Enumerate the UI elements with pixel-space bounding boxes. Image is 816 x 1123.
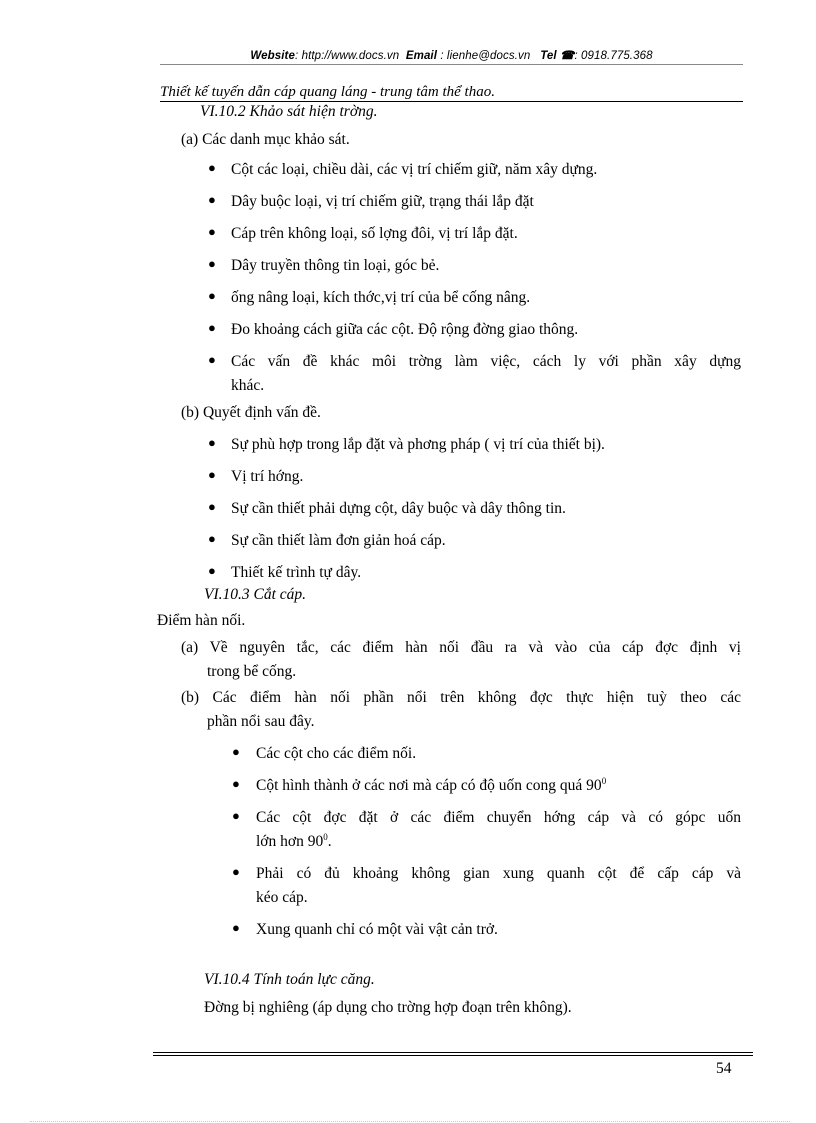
list-item-text: Cột hình thành ở các nơi mà cáp có độ uốn cong quá 90 [256, 777, 602, 794]
degree-superscript: 0 [323, 831, 328, 842]
list-item: Cột các loại, chiều dài, các vị trí chiếm giữ, năm xây dựng. [231, 161, 598, 178]
splice-paragraph-b: (b) Các điểm hàn nối phần nổi trên không đợc thực hiện tuỳ theo các [181, 689, 741, 706]
bullet-icon: ● [208, 224, 216, 239]
doc-title: Thiết kế tuyến dẫn cáp quang láng - trung tâm thể thao. [160, 84, 495, 100]
list-item: Sự cần thiết phải dựng cột, dây buộc và dây thông tin. [231, 500, 566, 517]
splice-paragraph-a-continuation: trong bể cống. [207, 663, 297, 680]
list-item-continuation: khác. [231, 377, 265, 394]
list-item: Dây buộc loại, vị trí chiếm giữ, trạng thái lắp đặt [231, 193, 534, 210]
section-heading-10-4: VI.10.4 Tính toán lực căng. [204, 971, 375, 988]
page-header [160, 48, 743, 62]
bullet-icon: ● [208, 435, 216, 450]
bullet-icon: ● [232, 808, 240, 823]
bullet-icon: ● [208, 563, 216, 578]
splice-label: Điểm hàn nối. [157, 612, 246, 629]
list-item-continuation [256, 832, 332, 852]
bullet-icon: ● [208, 288, 216, 303]
bullet-icon: ● [208, 160, 216, 175]
list-item: Sự phù hợp trong lắp đặt và phơng pháp ( vị trí của thiết bị). [231, 436, 605, 453]
tel-value: : 0918.775.368 [574, 50, 653, 62]
email-label: Email [405, 50, 438, 62]
splice-paragraph-a: (a) Về nguyên tắc, các điểm hàn nối đầu ra và vào của cáp đợc định vị [181, 639, 741, 656]
list-item: Các cột cho các điểm nối. [256, 745, 417, 762]
list-item: Xung quanh chỉ có một vài vật cản trở. [256, 921, 498, 938]
footer-rule [153, 1055, 753, 1056]
list-item: Đo khoảng cách giữa các cột. Độ rộng đờng giao thông. [231, 321, 579, 338]
website-label: Website [250, 50, 295, 62]
bullet-icon: ● [232, 920, 240, 935]
list-item: Cáp trên không loại, số lợng đôi, vị trí lắp đặt. [231, 225, 518, 242]
header-rule [160, 64, 743, 65]
bullet-icon: ● [208, 192, 216, 207]
section-heading-10-3: VI.10.3 Cắt cáp. [204, 586, 307, 603]
bullet-icon: ● [208, 320, 216, 335]
section-heading-10-2: VI.10.2 Khảo sát hiện trờng. [200, 103, 378, 120]
phone-icon: ☎ [560, 50, 575, 62]
list-item-text: lớn hơn 90 [256, 833, 324, 850]
list-item: Các vấn đề khác môi trờng làm việc, cách ly với phần xây dựng [231, 353, 741, 370]
bullet-icon: ● [232, 776, 240, 791]
list-item: ống nâng loại, kích thớc,vị trí của bể cống nâng. [231, 289, 531, 306]
page-bottom-dotted-line [30, 1121, 790, 1122]
bullet-icon: ● [208, 499, 216, 514]
list-item: Phải có đủ khoảng không gian xung quanh cột để cấp cáp và [256, 865, 741, 882]
bullet-icon: ● [208, 467, 216, 482]
list-item [256, 776, 606, 796]
email-value: : lienhe@docs.vn [437, 50, 531, 62]
bullet-icon: ● [208, 256, 216, 271]
splice-paragraph-b-continuation: phần nổi sau đây. [207, 713, 315, 730]
bullet-icon: ● [232, 864, 240, 879]
list-item: Các cột đợc đặt ở các điểm chuyển hớng cáp và có gópc uốn [256, 809, 741, 826]
bullet-icon: ● [232, 744, 240, 759]
body-text: Đờng bị nghiêng (áp dụng cho trờng hợp đoạn trên không). [204, 999, 572, 1016]
list-item: Vị trí hớng. [231, 468, 304, 485]
list-item: Dây truyền thông tin loại, góc bẻ. [231, 257, 440, 274]
list-item-continuation: kéo cáp. [256, 889, 308, 906]
list-item: Thiết kế trình tự dây. [231, 564, 362, 581]
list-label-b: (b) Quyết định vấn đề. [181, 404, 321, 421]
list-item: Sự cần thiết làm đơn giản hoá cáp. [231, 532, 446, 549]
footer-rule [153, 1052, 753, 1053]
tel-label: Tel [540, 50, 557, 62]
bullet-icon: ● [208, 352, 216, 367]
website-value: : http://www.docs.vn [294, 50, 400, 62]
bullet-icon: ● [208, 531, 216, 546]
page-number: 54 [716, 1060, 732, 1077]
list-label-a: (a) Các danh mục khảo sát. [181, 131, 350, 148]
list-item-period: . [327, 833, 332, 850]
degree-superscript: 0 [601, 775, 607, 786]
